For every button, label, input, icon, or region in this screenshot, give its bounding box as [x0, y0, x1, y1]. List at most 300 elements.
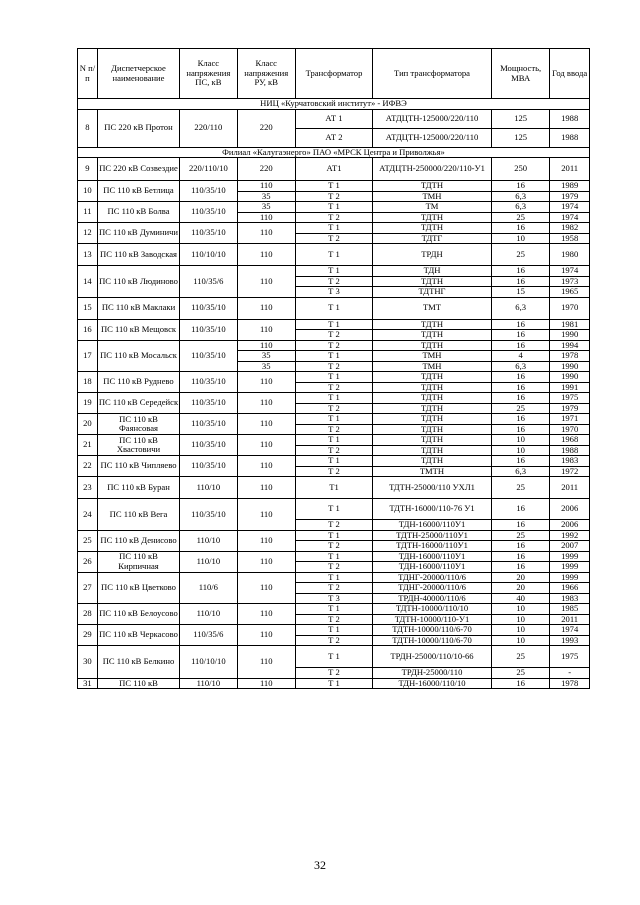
dispatch-name: ПС 220 кВ Созвездие: [97, 158, 179, 181]
table-row: [78, 414, 590, 425]
transformer: Т 1: [295, 499, 372, 520]
col-header-transformer-type: Тип трансформатора: [373, 49, 492, 99]
transformer-type: ТМН: [373, 361, 492, 372]
transformer-type: ТДТН-10000/110/6-70: [373, 625, 492, 636]
transformer: Т 2: [295, 424, 372, 435]
table-row: [78, 625, 590, 636]
transformer-type: ТДН-16000/110У1: [373, 562, 492, 573]
voltage-class-ps: 110/35/10: [180, 202, 237, 223]
transformer: Т 1: [295, 351, 372, 362]
voltage-class-ps: 110/35/10: [180, 340, 237, 372]
power: 25: [491, 530, 549, 541]
transformer: Т 3: [295, 287, 372, 298]
year: 1982: [550, 223, 590, 234]
voltage-class-ru: 110: [237, 435, 295, 456]
power: 16: [491, 340, 549, 351]
voltage-class-ps: 110/35/10: [180, 456, 237, 477]
row-number: 22: [78, 456, 98, 477]
transformer-type: ТДТН-16000/110У1: [373, 541, 492, 552]
transformer: Т 1: [295, 625, 372, 636]
row-number: 30: [78, 646, 98, 679]
voltage-class-ps: 110/10: [180, 551, 237, 572]
transformer-type: ТРДН-25000/110/10-66: [373, 646, 492, 668]
voltage-class-ps: 220/110: [180, 109, 237, 147]
transformer: Т 1: [295, 435, 372, 446]
transformer-type: ТДТН: [373, 212, 492, 223]
voltage-class-ru: 110: [237, 266, 295, 298]
voltage-class-ru: 110: [237, 414, 295, 435]
year: 1988: [550, 109, 590, 128]
table-row: [78, 202, 590, 213]
transformer: Т 2: [295, 233, 372, 244]
year: 1989: [550, 181, 590, 192]
year: 2011: [550, 477, 590, 499]
power: 10: [491, 445, 549, 456]
transformer: Т 2: [295, 191, 372, 202]
transformer: Т 2: [295, 212, 372, 223]
power: 25: [491, 244, 549, 266]
power: 16: [491, 541, 549, 552]
row-number: 28: [78, 604, 98, 625]
dispatch-name: ПС 110 кВ Белкино: [97, 646, 179, 679]
row-number: 17: [78, 340, 98, 372]
power: 25: [491, 212, 549, 223]
transformer-type: ТДНГ-20000/110/6: [373, 572, 492, 583]
transformer: Т 2: [295, 520, 372, 531]
row-number: 26: [78, 551, 98, 572]
transformer-type: ТДТН: [373, 319, 492, 330]
transformer-type: ТРДН-40000/110/6: [373, 593, 492, 604]
transformer-type: ТДТН: [373, 382, 492, 393]
table-header-row: [78, 49, 590, 99]
year: 1974: [550, 266, 590, 277]
transformer: Т 2: [295, 466, 372, 477]
transformer: Т 1: [295, 319, 372, 330]
transformer-type: ТДТНГ: [373, 287, 492, 298]
year: 1979: [550, 191, 590, 202]
power: 10: [491, 435, 549, 446]
power: 16: [491, 456, 549, 467]
voltage-class-ru: 35: [237, 361, 295, 372]
transformer-type: ТРДН: [373, 244, 492, 266]
year: -: [550, 668, 590, 679]
year: 1971: [550, 414, 590, 425]
section-row: [78, 147, 590, 158]
row-number: 16: [78, 319, 98, 340]
transformer-type: ТДТН: [373, 276, 492, 287]
dispatch-name: ПС 110 кВ Думиничи: [97, 223, 179, 244]
transformer-type: ТДТН: [373, 435, 492, 446]
row-number: 9: [78, 158, 98, 181]
year: 1994: [550, 340, 590, 351]
year: 1970: [550, 297, 590, 319]
table-row: [78, 551, 590, 562]
power: 10: [491, 614, 549, 625]
voltage-class-ru: 110: [237, 297, 295, 319]
row-number: 19: [78, 393, 98, 414]
transformer: АТ 2: [295, 128, 372, 147]
transformer-type: ТДТГ: [373, 233, 492, 244]
voltage-class-ru: 35: [237, 191, 295, 202]
voltage-class-ru: 110: [237, 477, 295, 499]
voltage-class-ru: 110: [237, 499, 295, 531]
year: 1992: [550, 530, 590, 541]
transformer-type: ТДТН: [373, 340, 492, 351]
transformer: Т 1: [295, 266, 372, 277]
row-number: 24: [78, 499, 98, 531]
col-header-number: N п/п: [78, 49, 98, 99]
transformer: Т 1: [295, 551, 372, 562]
power: 25: [491, 477, 549, 499]
table-row: [78, 477, 590, 499]
voltage-class-ru: 35: [237, 351, 295, 362]
transformer-type: ТДТН: [373, 393, 492, 404]
year: 1980: [550, 244, 590, 266]
transformer-type: ТДН-16000/110/10: [373, 678, 492, 689]
transformer: Т 2: [295, 340, 372, 351]
power: 15: [491, 287, 549, 298]
transformer: Т 2: [295, 614, 372, 625]
year: 1999: [550, 572, 590, 583]
transformer-type: ТМН: [373, 191, 492, 202]
transformer-type: ТРДН-25000/110: [373, 668, 492, 679]
transformer: Т 2: [295, 403, 372, 414]
row-number: 14: [78, 266, 98, 298]
year: 1968: [550, 435, 590, 446]
dispatch-name: ПС 110 кВ Мещовск: [97, 319, 179, 340]
row-number: 21: [78, 435, 98, 456]
power: 16: [491, 330, 549, 341]
row-number: 27: [78, 572, 98, 604]
table-row: [78, 572, 590, 583]
voltage-class-ps: 110/35/6: [180, 266, 237, 298]
col-header-power: Мощность, МВА: [491, 49, 549, 99]
col-header-transformer: Трансформатор: [295, 49, 372, 99]
year: 1975: [550, 393, 590, 404]
voltage-class-ps: 110/35/10: [180, 372, 237, 393]
dispatch-name: ПС 110 кВ: [97, 678, 179, 689]
transformer-type: ТМН: [373, 351, 492, 362]
transformer: Т 1: [295, 572, 372, 583]
transformer: Т 1: [295, 646, 372, 668]
voltage-class-ru: 35: [237, 202, 295, 213]
voltage-class-ps: 220/110/10: [180, 158, 237, 181]
transformer-type: ТМТ: [373, 297, 492, 319]
dispatch-name: ПС 110 кВ Людиново: [97, 266, 179, 298]
voltage-class-ps: 110/35/10: [180, 319, 237, 340]
table-row: [78, 223, 590, 234]
voltage-class-ru: 110: [237, 223, 295, 244]
power: 10: [491, 635, 549, 646]
power: 16: [491, 372, 549, 383]
year: 1985: [550, 604, 590, 615]
year: 2011: [550, 614, 590, 625]
power: 6,3: [491, 202, 549, 213]
power: 125: [491, 109, 549, 128]
year: 1965: [550, 287, 590, 298]
power: 16: [491, 562, 549, 573]
transformer: Т 1: [295, 223, 372, 234]
year: 1983: [550, 593, 590, 604]
year: 1979: [550, 403, 590, 414]
row-number: 23: [78, 477, 98, 499]
transformer-type: ТДТН-25000/110 УХЛ1: [373, 477, 492, 499]
transformer: Т 1: [295, 372, 372, 383]
voltage-class-ru: 220: [237, 109, 295, 147]
dispatch-name: ПС 110 кВ Цветково: [97, 572, 179, 604]
voltage-class-ru: 110: [237, 646, 295, 679]
voltage-class-ps: 110/35/10: [180, 393, 237, 414]
table-row: [78, 266, 590, 277]
row-number: 10: [78, 181, 98, 202]
year: 1991: [550, 382, 590, 393]
voltage-class-ru: 110: [237, 625, 295, 646]
power: 6,3: [491, 191, 549, 202]
year: 1983: [550, 456, 590, 467]
power: 16: [491, 414, 549, 425]
dispatch-name: ПС 110 кВ Денисово: [97, 530, 179, 551]
voltage-class-ps: 110/10/10: [180, 646, 237, 679]
table-row: [78, 297, 590, 319]
year: 1988: [550, 445, 590, 456]
year: 2006: [550, 520, 590, 531]
power: 16: [491, 678, 549, 689]
voltage-class-ps: 110/10: [180, 604, 237, 625]
table-row: [78, 530, 590, 541]
voltage-class-ru: 110: [237, 393, 295, 414]
transformer-type: ТДН: [373, 266, 492, 277]
transformer: Т 2: [295, 382, 372, 393]
table-row: [78, 319, 590, 330]
transformer-type: ТДТН: [373, 414, 492, 425]
year: 1974: [550, 212, 590, 223]
dispatch-name: ПС 110 кВ Мосальск: [97, 340, 179, 372]
voltage-class-ps: 110/35/10: [180, 414, 237, 435]
year: 1975: [550, 646, 590, 668]
power: 20: [491, 572, 549, 583]
dispatch-name: ПС 110 кВ Болва: [97, 202, 179, 223]
voltage-class-ru: 110: [237, 530, 295, 551]
transformer: Т 2: [295, 361, 372, 372]
voltage-class-ru: 110: [237, 212, 295, 223]
power: 6,3: [491, 466, 549, 477]
transformer-type: ТДТН: [373, 181, 492, 192]
year: 1978: [550, 351, 590, 362]
year: 1990: [550, 330, 590, 341]
power: 16: [491, 319, 549, 330]
year: 2007: [550, 541, 590, 552]
dispatch-name: ПС 110 кВ Чипляево: [97, 456, 179, 477]
power: 16: [491, 499, 549, 520]
section-row: [78, 99, 590, 110]
voltage-class-ru: 220: [237, 158, 295, 181]
dispatch-name: ПС 110 кВ Вега: [97, 499, 179, 531]
power: 25: [491, 403, 549, 414]
voltage-class-ps: 110/10: [180, 678, 237, 689]
transformer-type: ТДТН: [373, 372, 492, 383]
transformer-type: ТДН-16000/110У1: [373, 520, 492, 531]
year: 1981: [550, 319, 590, 330]
dispatch-name: ПС 110 кВ Середейск: [97, 393, 179, 414]
table-row: [78, 181, 590, 192]
dispatch-name: ПС 110 кВ Черкасово: [97, 625, 179, 646]
year: 1999: [550, 562, 590, 573]
transformer: Т 1: [295, 393, 372, 404]
power: 125: [491, 128, 549, 147]
year: 2006: [550, 499, 590, 520]
transformer: Т 2: [295, 583, 372, 594]
power: 10: [491, 625, 549, 636]
dispatch-name: ПС 110 кВ Фаянсовая: [97, 414, 179, 435]
transformer-type: ТДТН-25000/110У1: [373, 530, 492, 541]
dispatch-name: ПС 110 кВ Маклаки: [97, 297, 179, 319]
transformer-type: ТДН-16000/110У1: [373, 551, 492, 562]
table-row: [78, 158, 590, 181]
transformer-type: ТДТН: [373, 330, 492, 341]
power: 16: [491, 223, 549, 234]
transformer-type: ТДТН-10000/110-У1: [373, 614, 492, 625]
transformer-type: АТДЦТН-125000/220/110: [373, 109, 492, 128]
voltage-class-ru: 110: [237, 604, 295, 625]
year: 1974: [550, 625, 590, 636]
transformer-type: АТДЦТН-250000/220/110-У1: [373, 158, 492, 181]
table-row: [78, 499, 590, 520]
transformer: Т 1: [295, 604, 372, 615]
power: 16: [491, 424, 549, 435]
year: 1970: [550, 424, 590, 435]
voltage-class-ru: 110: [237, 319, 295, 340]
dispatch-name: ПС 110 кВ Хвастовичи: [97, 435, 179, 456]
year: 1972: [550, 466, 590, 477]
voltage-class-ps: 110/10/10: [180, 244, 237, 266]
power: 6,3: [491, 297, 549, 319]
row-number: 20: [78, 414, 98, 435]
table-row: [78, 604, 590, 615]
row-number: 18: [78, 372, 98, 393]
year: 1990: [550, 361, 590, 372]
table-row: [78, 646, 590, 668]
transformer-type: ТДТН: [373, 456, 492, 467]
power: 16: [491, 276, 549, 287]
year: 1993: [550, 635, 590, 646]
voltage-class-ru: 110: [237, 678, 295, 689]
page-number: 32: [314, 858, 326, 872]
section-title: НИЦ «Курчатовский институт» - ИФВЭ: [78, 99, 590, 110]
row-number: 29: [78, 625, 98, 646]
row-number: 25: [78, 530, 98, 551]
power: 16: [491, 551, 549, 562]
voltage-class-ps: 110/6: [180, 572, 237, 604]
power: 6,3: [491, 361, 549, 372]
power: 4: [491, 351, 549, 362]
year: 2011: [550, 158, 590, 181]
power: 25: [491, 646, 549, 668]
voltage-class-ru: 110: [237, 572, 295, 604]
power: 16: [491, 382, 549, 393]
transformer: Т 3: [295, 593, 372, 604]
voltage-class-ps: 110/35/10: [180, 297, 237, 319]
transformer-type: ТДТН: [373, 424, 492, 435]
power: 25: [491, 668, 549, 679]
voltage-class-ru: 110: [237, 372, 295, 393]
year: 1999: [550, 551, 590, 562]
col-header-voltage-class-ps: Класс напряжения ПС, кВ: [180, 49, 237, 99]
table-row: [78, 456, 590, 467]
power: 250: [491, 158, 549, 181]
voltage-class-ps: 110/35/10: [180, 499, 237, 531]
table-row: [78, 244, 590, 266]
year: 1988: [550, 128, 590, 147]
table-row: [78, 372, 590, 383]
transformer: Т 2: [295, 330, 372, 341]
transformer-type: ТДТН: [373, 403, 492, 414]
power: 16: [491, 393, 549, 404]
voltage-class-ps: 110/35/6: [180, 625, 237, 646]
power: 16: [491, 266, 549, 277]
transformer-type: ТДТН: [373, 445, 492, 456]
table-row: [78, 340, 590, 351]
voltage-class-ru: 110: [237, 181, 295, 192]
transformer-type: ТМТН: [373, 466, 492, 477]
voltage-class-ru: 110: [237, 456, 295, 477]
voltage-class-ps: 110/35/10: [180, 435, 237, 456]
year: 1974: [550, 202, 590, 213]
transformer: Т 2: [295, 668, 372, 679]
substation-table: [77, 48, 590, 689]
transformer: Т 2: [295, 276, 372, 287]
row-number: 31: [78, 678, 98, 689]
transformer: Т 2: [295, 445, 372, 456]
transformer-type: ТДТН-16000/110-76 У1: [373, 499, 492, 520]
transformer: АТ 1: [295, 109, 372, 128]
power: 20: [491, 583, 549, 594]
table-row: [78, 435, 590, 446]
transformer: Т 2: [295, 541, 372, 552]
row-number: 12: [78, 223, 98, 244]
row-number: 13: [78, 244, 98, 266]
transformer: Т 2: [295, 562, 372, 573]
section-title: Филиал «Калугаэнерго» ПАО «МРСК Центра и Приволжья»: [78, 147, 590, 158]
dispatch-name: ПС 220 кВ Протон: [97, 109, 179, 147]
power: 16: [491, 520, 549, 531]
voltage-class-ru: 110: [237, 244, 295, 266]
transformer: Т 1: [295, 244, 372, 266]
year: 1973: [550, 276, 590, 287]
dispatch-name: ПС 110 кВ Заводская: [97, 244, 179, 266]
voltage-class-ps: 110/10: [180, 477, 237, 499]
transformer-type: ТДТН-10000/110/6-70: [373, 635, 492, 646]
transformer: АТ1: [295, 158, 372, 181]
year: 1966: [550, 583, 590, 594]
dispatch-name: ПС 110 кВ Руднево: [97, 372, 179, 393]
transformer: Т 2: [295, 635, 372, 646]
year: 1990: [550, 372, 590, 383]
table-row: [78, 109, 590, 128]
power: 40: [491, 593, 549, 604]
power: 10: [491, 233, 549, 244]
transformer: Т 1: [295, 202, 372, 213]
voltage-class-ru: 110: [237, 340, 295, 351]
power: 16: [491, 181, 549, 192]
power: 10: [491, 604, 549, 615]
table-row: [78, 678, 590, 689]
year: 1958: [550, 233, 590, 244]
dispatch-name: ПС 110 кВ Буран: [97, 477, 179, 499]
transformer-type: ТДТН: [373, 223, 492, 234]
transformer: Т 1: [295, 530, 372, 541]
transformer-type: АТДЦТН-125000/220/110: [373, 128, 492, 147]
transformer-type: ТДТН-10000/110/10: [373, 604, 492, 615]
